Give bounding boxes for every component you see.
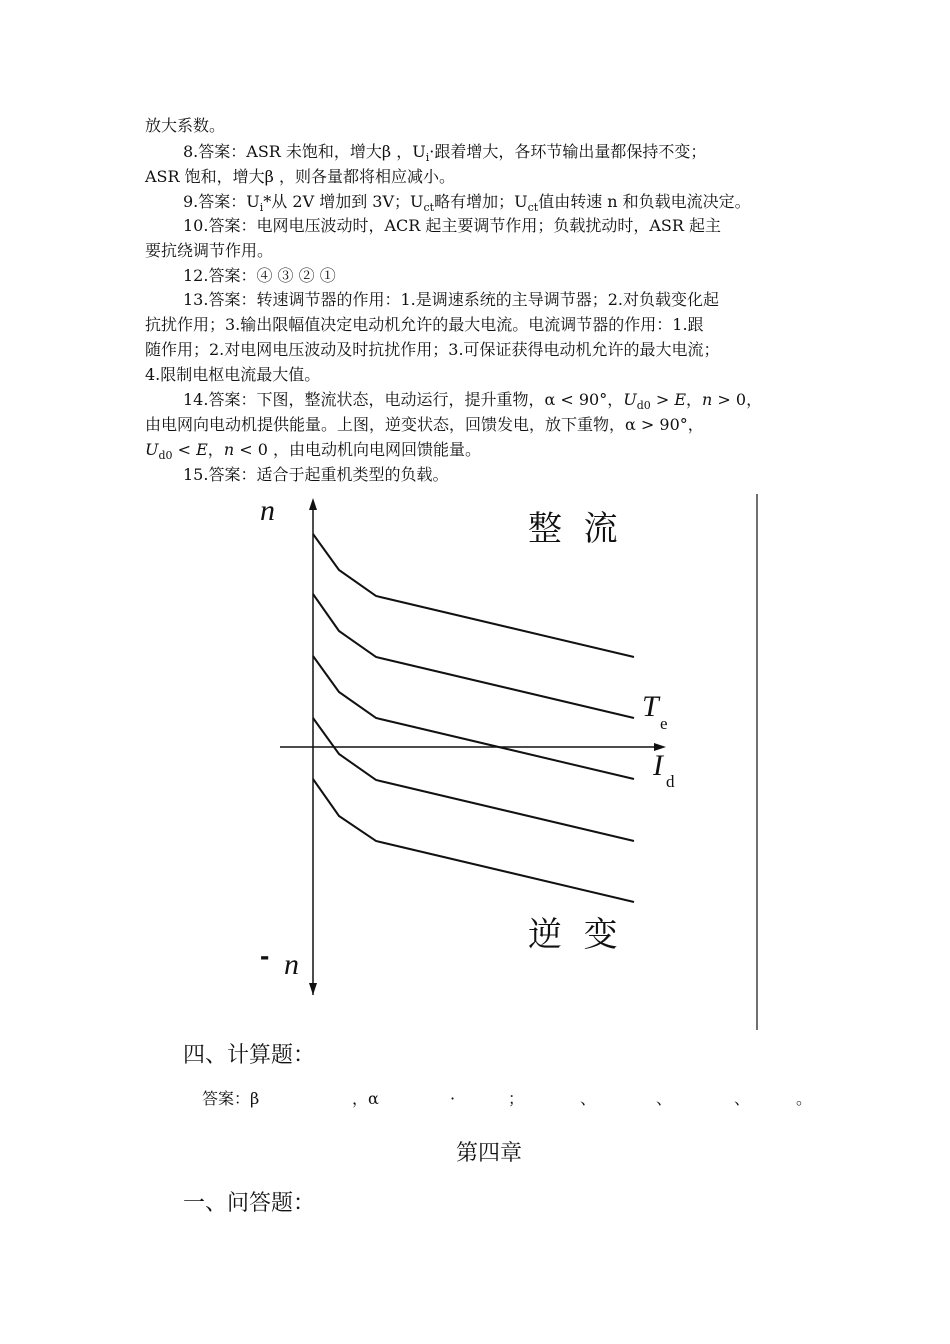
characteristic-curve-2 bbox=[313, 594, 634, 718]
qa-section-heading: 一、问答题： bbox=[183, 1191, 316, 1216]
calc-answer-sep-1: 、 bbox=[580, 1089, 597, 1108]
text-line: $U_{d0} < E$，n < 0 ，由电动机向电网回馈能量。 bbox=[145, 440, 481, 462]
y-axis-label-neg-n: n bbox=[284, 948, 299, 981]
characteristic-curve-4 bbox=[313, 718, 634, 841]
y-axis-arrow-down bbox=[309, 983, 317, 995]
y-axis-label-n: n bbox=[260, 494, 275, 527]
characteristic-curve-1 bbox=[313, 534, 634, 657]
answer-13: 13.答案：转速调节器的作用：1.是调速系统的主导调节器；2.对负载变化起 bbox=[183, 290, 719, 309]
characteristic-curve-5 bbox=[313, 779, 634, 902]
calc-answer-semicolon: ； bbox=[508, 1089, 525, 1108]
calc-answer-dot: · bbox=[450, 1089, 456, 1108]
answer-8: 8.答案：ASR 未饱和，增大β ，$U_i\cdot$跟着增大，各环节输出量都保持不变； bbox=[183, 142, 707, 164]
torque-label-sub: e bbox=[660, 714, 668, 733]
calculation-section-heading: 四、计算题： bbox=[183, 1043, 316, 1068]
characteristic-curve-3 bbox=[313, 656, 634, 779]
current-label-sub: d bbox=[666, 772, 675, 791]
text-line: ASR 饱和，增大β ，则各量都将相应减小。 bbox=[145, 167, 455, 186]
answer-10: 10.答案：电网电压波动时，ACR 起主要调节作用；负载扰动时，ASR 起主 bbox=[183, 216, 722, 235]
rectifier-region-label: 整 流 bbox=[528, 509, 618, 549]
y-axis-arrow-up bbox=[309, 498, 317, 510]
calc-answer-alpha: ，α bbox=[352, 1089, 379, 1108]
text-line: 要抗绕调节作用。 bbox=[145, 241, 274, 260]
answer-14: 14.答案：下图，整流状态，电动运行，提升重物，α < 90°，$U_{d0} > E$，n > 0， bbox=[183, 390, 763, 412]
calc-answer-sep-3: 、 bbox=[734, 1089, 751, 1108]
torque-label-T: T bbox=[642, 690, 659, 723]
text-line: 放大系数。 bbox=[145, 116, 226, 135]
text-line: 随作用；2.对电网电压波动及时抗扰作用；3.可保证获得电动机允许的最大电流； bbox=[145, 340, 720, 359]
calc-answer-sep-2: 、 bbox=[656, 1089, 673, 1108]
answer-15: 15.答案：适合于起重机类型的负载。 bbox=[183, 465, 449, 484]
inverter-region-label: 逆 变 bbox=[528, 915, 618, 955]
chapter-title: 第四章 bbox=[456, 1141, 523, 1166]
mechanical-characteristics-figure bbox=[250, 490, 770, 1035]
text-line: 抗扰作用；3.输出限幅值决定电动机允许的最大电流。电流调节器的作用：1.跟 bbox=[145, 315, 704, 334]
y-axis-label-minus: - bbox=[260, 940, 270, 971]
calc-answer-label: 答案：β bbox=[202, 1089, 260, 1108]
text-line: 4.限制电枢电流最大值。 bbox=[145, 365, 321, 384]
calc-answer-period: 。 bbox=[796, 1089, 813, 1108]
current-label-I: I bbox=[653, 749, 663, 782]
answer-12: 12.答案：④ ③ ② ① bbox=[183, 266, 336, 285]
answer-9: 9.答案：$U_i*$从 2V 增加到 3V；$U_{ct}$略有增加；$U_{ct}$值由转速 n 和负载电流决定。 bbox=[183, 192, 751, 214]
text-line: 由电网向电动机提供能量。上图，逆变状态，回馈发电，放下重物，α > 90°， bbox=[145, 415, 704, 434]
